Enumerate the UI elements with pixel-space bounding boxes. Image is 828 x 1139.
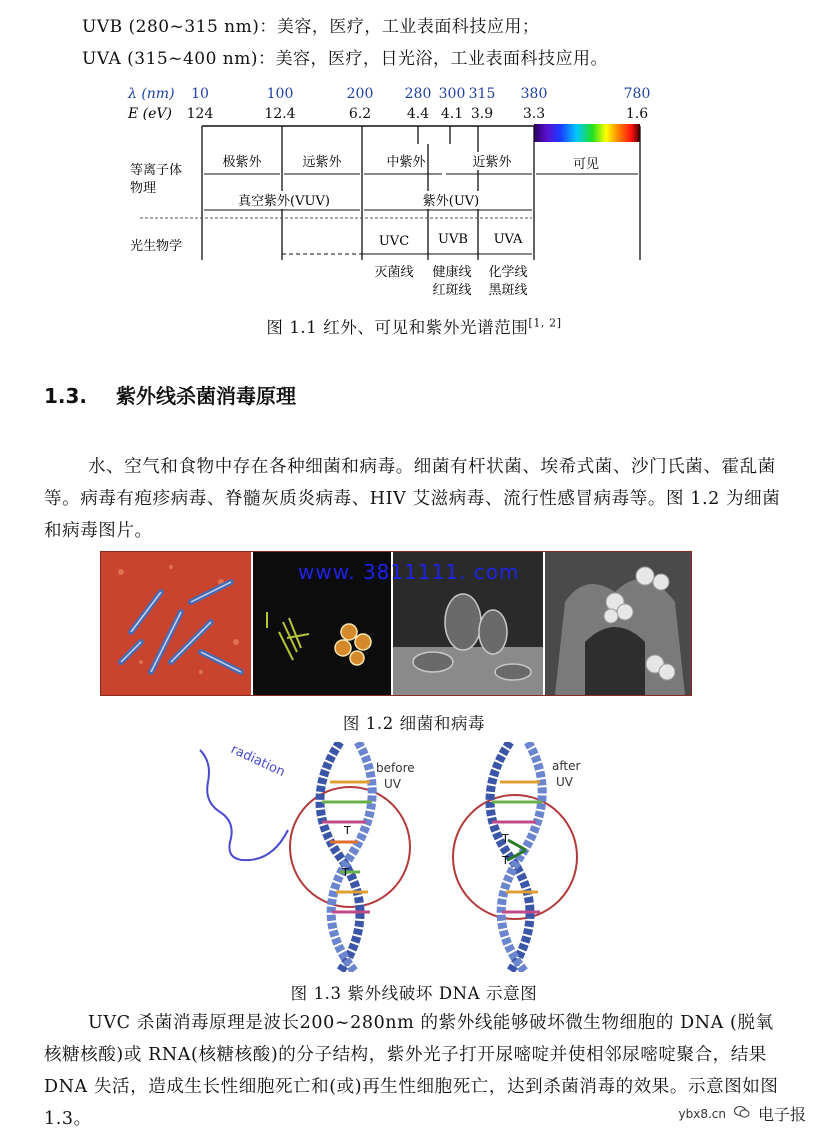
effect-melanin: 黑斑线	[488, 283, 528, 298]
website-watermark: www. 3811111. com	[298, 560, 520, 584]
wavelength-tick: 100	[266, 86, 294, 102]
band-extreme-uv: 极紫外	[222, 155, 262, 170]
paragraph-2-text: UVC 杀菌消毒原理是波长200~280nm 的紫外线能够破坏微生物细胞的 DNA (脱氧核糖核酸)或 RNA(核糖核酸)的分子结构，紫外光子打开尿嘧啶并使相邻尿嘧啶聚合，结果 DNA 失活，造成生长性细胞死亡和(或)再生性细胞死亡，达到杀菌消毒的效果。示意图如图 1.3。	[44, 1013, 779, 1129]
energy-tick: 4.1	[440, 106, 464, 122]
wavelength-tick: 280	[404, 86, 432, 102]
band-uv: 紫外(UV)	[422, 194, 480, 209]
after-label: after	[552, 759, 581, 773]
before-label: before	[376, 761, 415, 775]
footer-brand: 电子报	[757, 1105, 806, 1124]
row-label-photobiology: 光生物学	[130, 239, 183, 254]
band-far-uv: 远紫外	[302, 155, 342, 170]
figure-1-1-caption	[0, 314, 828, 338]
thymine-dimer-label: T	[502, 854, 509, 867]
dna-damage-diagram	[190, 742, 630, 972]
energy-tick: 124	[186, 106, 214, 122]
effect-erythema: 红斑线	[432, 283, 472, 298]
intro-line-uva: UVA (315~400 nm)：美容，医疗，日光浴，工业表面科技应用。	[82, 49, 609, 69]
effect-chemical: 化学线	[488, 265, 528, 280]
energy-label: E (eV)	[128, 106, 172, 122]
band-mid-uv: 中紫外	[386, 155, 426, 170]
after-uv-label: UV	[556, 775, 573, 789]
wavelength-tick: 300	[438, 86, 466, 102]
visible-spectrum-bar	[534, 124, 640, 142]
band-uvb: UVB	[438, 232, 468, 247]
virus-cluster-image	[545, 552, 691, 695]
effect-health: 健康线	[432, 265, 472, 280]
figure-1-2-caption: 图 1.2 细菌和病毒	[342, 714, 486, 733]
section-title: 紫外线杀菌消毒原理	[116, 384, 296, 408]
wavelength-tick: 200	[346, 86, 374, 102]
lambda-label: λ (nm)	[128, 86, 175, 102]
energy-tick: 3.3	[522, 106, 546, 122]
wavelength-tick: 315	[468, 86, 496, 102]
wavelength-tick: 10	[191, 86, 209, 102]
paragraph-1-text: 水、空气和食物中存在各种细菌和病毒。细菌有杆状菌、埃希式菌、沙门氏菌、霍乱菌等。病毒有疱疹病毒、脊髓灰质炎病毒、HIV 艾滋病毒、流行性感冒病毒等。图 1.2 为细菌和病毒图片。	[44, 457, 781, 541]
intro-line-uvb: UVB (280~315 nm)：美容，医疗，工业表面科技应用；	[82, 17, 540, 37]
energy-tick: 6.2	[348, 106, 372, 122]
wavelength-tick: 780	[623, 86, 651, 102]
energy-tick: 1.6	[625, 106, 649, 122]
section-number: 1.3.	[44, 384, 88, 408]
wechat-icon	[734, 1105, 750, 1123]
footer-watermark	[679, 1102, 807, 1125]
band-vacuum-uv: 真空紫外(VUV)	[238, 194, 330, 209]
band-visible: 可见	[572, 157, 600, 172]
rod-bacteria-image	[101, 552, 251, 695]
paragraph-bacteria-viruses	[44, 451, 784, 547]
radiation-label: radiation	[228, 742, 288, 781]
row-label-plasma: 等离子体	[130, 163, 183, 178]
figure-1-3-caption: 图 1.3 紫外线破坏 DNA 示意图	[290, 984, 538, 1003]
section-heading	[44, 380, 296, 409]
before-uv-label: UV	[384, 777, 401, 791]
band-uvc: UVC	[378, 234, 410, 249]
figure-1-1-caption-text: 图 1.1 红外、可见和紫外光谱范围	[266, 318, 529, 337]
figure-1-1-reference: [1, 2]	[528, 316, 562, 330]
paragraph-uvc-principle	[44, 1007, 784, 1135]
energy-tick: 4.4	[406, 106, 430, 122]
thymine-dimer-label: T	[502, 832, 509, 845]
band-uva: UVA	[493, 232, 523, 247]
thymine-label: T	[344, 824, 351, 837]
effect-germicidal: 灭菌线	[374, 265, 414, 280]
energy-tick: 3.9	[470, 106, 494, 122]
row-label-physics: 物理	[130, 181, 157, 196]
wavelength-tick: 380	[520, 86, 548, 102]
spectrum-diagram	[120, 80, 660, 310]
footer-site: ybx8.cn	[678, 1106, 726, 1121]
band-near-uv: 近紫外	[472, 155, 512, 170]
energy-tick: 12.4	[264, 106, 296, 122]
thymine-label: T	[342, 866, 349, 879]
